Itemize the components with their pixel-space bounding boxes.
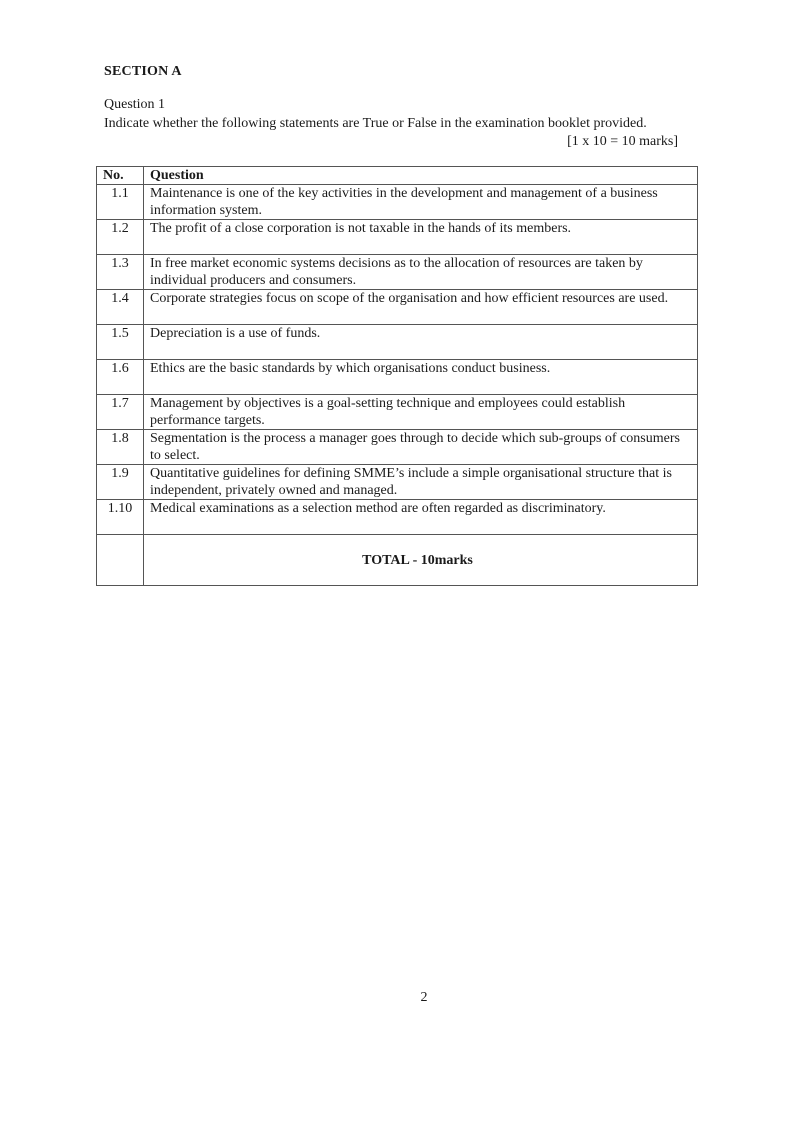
question-number: 1.6 [97, 360, 144, 395]
total-label: TOTAL - 10marks [362, 552, 473, 568]
question-label: Question 1 [104, 97, 166, 112]
question-text: Management by objectives is a goal-setting technique and employees could establish performance targets. [144, 395, 698, 430]
table-row [97, 395, 698, 430]
question-number: 1.2 [97, 220, 144, 255]
question-number: 1.4 [97, 290, 144, 325]
question-text: Depreciation is a use of funds. [144, 325, 698, 360]
table-row [97, 290, 698, 325]
question-number: 1.7 [97, 395, 144, 430]
table-row [97, 325, 698, 360]
table-row [97, 220, 698, 255]
questions-table [96, 166, 698, 586]
question-text: Medical examinations as a selection method are often regarded as discriminatory. [144, 500, 698, 535]
table-row [97, 185, 698, 220]
total-cell [144, 535, 698, 586]
question-instructions: Indicate whether the following statements are True or False in the examination booklet provided. [104, 116, 647, 131]
question-text: In free market economic systems decisions as to the allocation of resources are taken by individual producers and consumers. [144, 255, 698, 290]
question-number: 1.9 [97, 465, 144, 500]
table-row [97, 255, 698, 290]
section-heading: SECTION A [104, 64, 182, 79]
question-number: 1.5 [97, 325, 144, 360]
question-text: Maintenance is one of the key activities in the development and management of a business information system. [144, 185, 698, 220]
question-number: 1.10 [97, 500, 144, 535]
table-row [97, 500, 698, 535]
question-text: Corporate strategies focus on scope of the organisation and how efficient resources are used. [144, 290, 698, 325]
total-empty-cell [97, 535, 144, 586]
table-row [97, 430, 698, 465]
total-row [97, 535, 698, 586]
question-text: The profit of a close corporation is not taxable in the hands of its members. [144, 220, 698, 255]
column-header-question: Question [144, 167, 698, 185]
question-text: Segmentation is the process a manager goes through to decide which sub-groups of consumers to select. [144, 430, 698, 465]
question-number: 1.1 [97, 185, 144, 220]
marks-allocation: [1 x 10 = 10 marks] [567, 134, 678, 149]
question-number: 1.8 [97, 430, 144, 465]
question-text: Quantitative guidelines for defining SMME’s include a simple organisational structure that is independent, privately owned and managed. [144, 465, 698, 500]
table-header-row [97, 167, 698, 185]
question-text: Ethics are the basic standards by which organisations conduct business. [144, 360, 698, 395]
table-row [97, 465, 698, 500]
column-header-no: No. [97, 167, 144, 185]
table-row [97, 360, 698, 395]
page-number: 2 [420, 990, 428, 1005]
question-number: 1.3 [97, 255, 144, 290]
